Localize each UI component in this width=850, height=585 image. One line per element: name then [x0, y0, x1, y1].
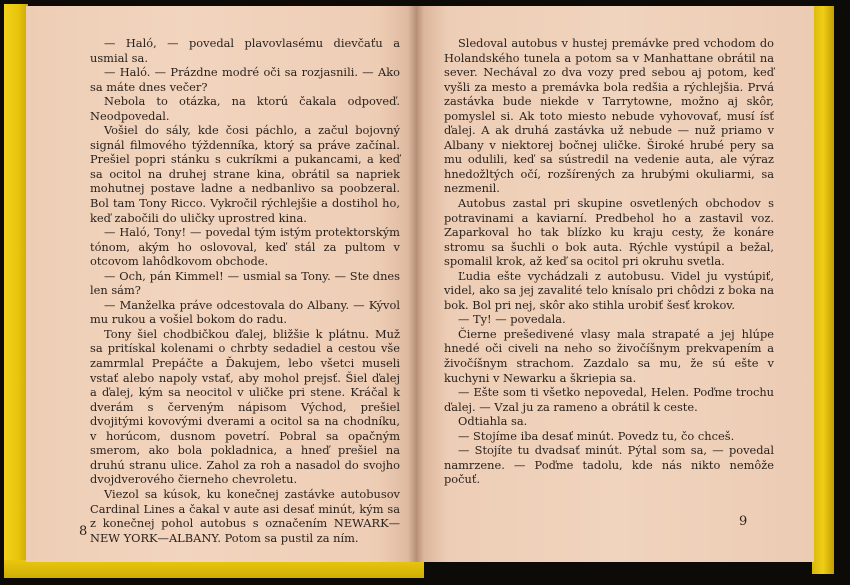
- paragraph: Ľudia ešte vychádzali z autobusu. Videl ju vystúpiť, videl, ako sa jej zavalité telo knísalo pri chôdzi z boka na bok. Bol pri nej, skôr ako stihla urobiť šesť krokov.: [444, 268, 774, 312]
- paragraph: — Stojíte tu dvadsať minút. Pýtal som sa, — povedal namrzene. — Poďme tadolu, kde nás nikto nemôže počuť.: [444, 443, 774, 487]
- book-cover-edge-right: [812, 6, 834, 574]
- left-page-text: [90, 36, 400, 545]
- paragraph: — Stojíme iba desať minút. Povedz tu, čo chceš.: [458, 428, 735, 443]
- paragraph: — Och, pán Kimmel! — usmial sa Tony. — Ste dnes len sám?: [90, 268, 400, 298]
- paragraph: Odtiahla sa.: [458, 414, 528, 429]
- paragraph: Sledoval autobus v hustej premávke pred vchodom do Holandského tunela a potom sa v Manhattane obrátil na sever. Nechával zo dva vozy pred sebou aj potom, keď vyšli za mesto a premávka bola redšia a rýchlejšia. Prvá zastávka bude niekde v Tarrytowne, možno aj skôr, pomyslel si. Ak toto miesto nebude vyhovovať, musí ísť ďalej. A ak druhá zastávka už nebude — nuž priamo v Albany v niektorej bočnej uličke. Široké hrubé pery sa mu odulili, keď sa sústredil na vedenie auta, ale výraz hnedožltých očí, rozšírených za hrubými okuliarmi, sa nezmenil.: [444, 36, 774, 196]
- left-page: [26, 6, 418, 562]
- paragraph: Nebola to otázka, na ktorú čakala odpoveď. Neodpovedal.: [90, 94, 400, 123]
- book-cover-edge-left: [4, 4, 28, 576]
- page-number-left: 8: [79, 524, 88, 539]
- paragraph: — Haló. — Prázdne modré oči sa rozjasnili. — Ako sa máte dnes večer?: [90, 65, 400, 94]
- paragraph: Viezol sa kúsok, ku konečnej zastávke autobusov Cardinal Lines a čakal v aute asi desať minút, kým sa z konečnej pohol autobus s označením NEWARK—NEW YORK—ALBANY. Potom sa pustil za ním.: [90, 486, 400, 545]
- right-page: [416, 6, 814, 562]
- paragraph: — Haló, Tony! — povedal tým istým protektorským tónom, akým ho oslovoval, keď stál za pultom v otcovom lahôdkovom obchode.: [90, 225, 400, 269]
- right-page-text: [444, 36, 774, 487]
- paragraph: Čierne prešedivené vlasy mala strapaté a jej hlúpe hnedé oči civeli na neho so živočíšnym prekvapením a živočíšnym strachom. Zazdalo sa mu, že sú ešte v kuchyni v Newarku a škriepia sa.: [444, 326, 774, 385]
- paragraph: — Haló, — povedal plavovlasému dievčaťu a usmial sa.: [90, 36, 400, 65]
- book-gutter: [408, 6, 424, 562]
- paragraph: Tony šiel chodbičkou ďalej, bližšie k plátnu. Muž sa pritískal kolenami o chrbty sedadiel a cestou vše zamrmlal Prepáčte a Ďakujem, lebo všetci museli vstať alebo napoly vstať, aby mohol prejsť. Šiel ďalej a ďalej, kým sa neocitol v uličke pri stene. Kráčal k dverám s červeným nápisom Východ, prešiel dvojitými kovovými dverami a ocitol sa na chodníku, v horúcom, dusnom povetrí. Pobral sa opačným smerom, ako bola pokladnica, a hneď prešiel na druhú stranu ulice. Zahol za roh a nasadol do svojho dvojdverového čierneho chevroletu.: [90, 326, 400, 487]
- book-cover-edge-bottom: [4, 560, 424, 578]
- paragraph: — Manželka práve odcestovala do Albany. — Kývol mu rukou a vošiel bokom do radu.: [90, 297, 400, 327]
- page-number-right: 9: [739, 514, 748, 529]
- paragraph: Autobus zastal pri skupine osvetlených obchodov s potravinami a kaviarní. Predbehol ho a zastavil voz. Zaparkoval ho tak blízko ku kraju cesty, že konáre stromu sa šuchli o bok auta. Rýchle vystúpil a bežal, spomalil krok, až keď sa ocitol pri okruhu svetla.: [444, 196, 774, 269]
- paragraph: — Ty! — povedala.: [458, 312, 566, 327]
- paragraph: — Ešte som ti všetko nepovedal, Helen. Poďme trochu ďalej. — Vzal ju za rameno a obrátil k ceste.: [444, 385, 774, 414]
- paragraph: Vošiel do sály, kde čosi páchlo, a začul bojovný signál filmového týždenníka, ktorý sa práve začínal. Prešiel popri stánku s cukríkmi a pukancami, a keď sa ocitol na druhej strane kina, obrátil sa napriek mohutnej postave ladne a nedbanlivo sa poobzeral. Bol tam Tony Ricco. Vykročil rýchlejšie a dostihol ho, keď zabočili do uličky uprostred kina.: [90, 123, 400, 225]
